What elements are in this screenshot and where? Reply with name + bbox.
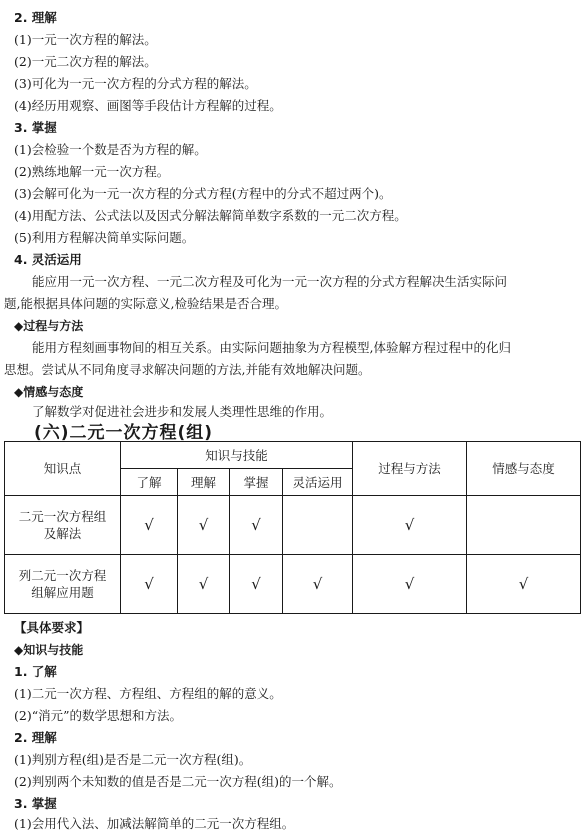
check-mark (283, 496, 353, 555)
apply-heading: 4. 灵活运用 (14, 252, 82, 267)
row-name-line-2: 及解法 (43, 526, 82, 541)
process-paragraph-line-2: 思想。尝试从不同角度寻求解决问题的方法,并能有效地解决问题。 (4, 362, 371, 377)
master-item-4: (4)用配方法、公式法以及因式分解法解简单数字系数的一元二次方程。 (14, 208, 407, 223)
master-item-b1: (1)会用代入法、加减法解简单的二元一次方程组。 (14, 816, 295, 831)
check-mark: √ (353, 496, 467, 555)
know-heading: 1. 了解 (14, 664, 57, 679)
check-mark: √ (283, 555, 353, 614)
section-title: (六)二元一次方程(组) (34, 423, 214, 443)
header-knowledge-point: 知识点 (5, 442, 121, 496)
check-mark: √ (178, 496, 230, 555)
emotion-line: 了解数学对促进社会进步和发展人类理性思维的作用。 (32, 404, 333, 419)
understand-item-2: (2)一元二次方程的解法。 (14, 54, 157, 69)
subheader-master: 掌握 (230, 469, 283, 496)
understand-item-4: (4)经历用观察、画图等手段估计方程解的过程。 (14, 98, 282, 113)
row-name-line-1: 二元一次方程组 (18, 509, 107, 524)
master-item-2: (2)熟练地解一元一次方程。 (14, 164, 170, 179)
master-heading-2: 3. 掌握 (14, 796, 57, 811)
check-mark (467, 496, 581, 555)
know-item-1: (1)二元一次方程、方程组、方程组的解的意义。 (14, 686, 282, 701)
process-heading: ◆过程与方法 (14, 319, 84, 333)
check-mark: √ (230, 555, 283, 614)
row-name-line-1: 列二元一次方程 (18, 568, 107, 583)
subheader-understand: 理解 (178, 469, 230, 496)
master-heading: 3. 掌握 (14, 120, 57, 135)
check-mark: √ (121, 496, 178, 555)
check-mark: √ (353, 555, 467, 614)
apply-paragraph-line-2: 题,能根据具体问题的实际意义,检验结果是否合理。 (4, 296, 287, 311)
check-mark: √ (178, 555, 230, 614)
understand-item-b1: (1)判别方程(组)是否是二元一次方程(组)。 (14, 752, 252, 767)
row-name-cell (5, 496, 121, 555)
understand-item-1: (1)一元一次方程的解法。 (14, 32, 157, 47)
process-paragraph-line-1: 能用方程刻画事物间的相互关系。由实际问题抽象为方程模型,体验解方程过程中的化归 (32, 340, 511, 355)
table-row (5, 496, 581, 555)
master-item-5: (5)利用方程解决简单实际问题。 (14, 230, 195, 245)
header-emotion-attitude: 情感与态度 (467, 442, 581, 496)
knowledge-skills-heading: ◆知识与技能 (14, 643, 84, 657)
master-item-1: (1)会检验一个数是否为方程的解。 (14, 142, 207, 157)
header-process-method: 过程与方法 (353, 442, 467, 496)
specific-requirements-heading: 【具体要求】 (14, 620, 90, 635)
emotion-heading: ◆情感与态度 (14, 385, 84, 399)
check-mark: √ (467, 555, 581, 614)
know-item-2: (2)“消元”的数学思想和方法。 (14, 708, 182, 723)
requirements-table (4, 441, 581, 614)
apply-paragraph-line-1: 能应用一元一次方程、一元二次方程及可化为一元一次方程的分式方程解决生活实际问 (32, 274, 508, 289)
check-mark: √ (121, 555, 178, 614)
master-item-3: (3)会解可化为一元一次方程的分式方程(方程中的分式不超过两个)。 (14, 186, 392, 201)
table-row (5, 555, 581, 614)
subheader-apply: 灵活运用 (283, 469, 353, 496)
row-name-cell (5, 555, 121, 614)
row-name-line-2: 组解应用题 (31, 585, 94, 600)
subheader-know: 了解 (121, 469, 178, 496)
understand-item-3: (3)可化为一元一次方程的分式方程的解法。 (14, 76, 257, 91)
understand-item-b2: (2)判别两个未知数的值是否是二元一次方程(组)的一个解。 (14, 774, 342, 789)
check-mark: √ (230, 496, 283, 555)
understand-heading: 2. 理解 (14, 10, 57, 25)
header-knowledge-skills: 知识与技能 (121, 442, 353, 469)
understand-heading-2: 2. 理解 (14, 730, 57, 745)
